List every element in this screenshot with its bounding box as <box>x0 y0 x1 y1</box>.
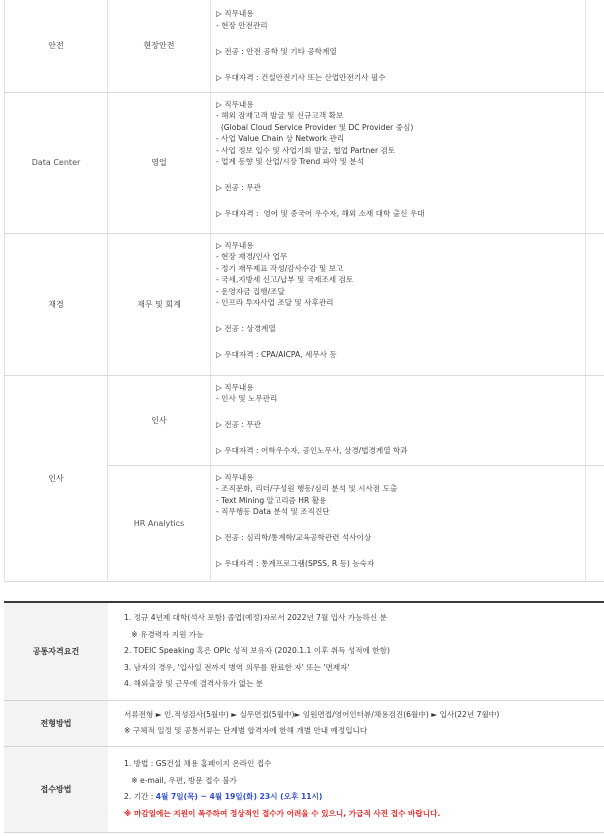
job-description <box>211 465 586 581</box>
major-line: ▷ 전공 : 안전 공학 및 기타 공학계열 <box>216 46 337 56</box>
job-description <box>211 92 586 233</box>
duty-line: ▷ 직무내용 <box>216 99 254 109</box>
period-value: 4월 7일(목) ~ 4월 19일(화) 23시 (오후 11시) <box>155 792 323 801</box>
job-role: 영업 <box>108 92 211 233</box>
duty-line: - 해외 잠재고객 발굴 및 신규고객 확보 <box>216 111 344 120</box>
duty-line: - 운영자금 집행/조달 <box>216 286 285 296</box>
duty-line: ▷ 직무내용 <box>216 240 254 250</box>
application-content <box>108 746 604 832</box>
qualification-line: 2. TOEIC Speaking 혹은 OPIc 성적 보유자 (2020.1.1 이후 취득 성적에 한함) <box>124 646 390 655</box>
qualifications-content <box>108 602 604 700</box>
duty-line: ▷ 직무내용 <box>216 9 254 18</box>
job-category: 재경 <box>5 233 108 375</box>
job-description <box>211 233 586 375</box>
duty-line: - 조직문화, 리더/구성원 행동/심리 분석 및 시사점 도출 <box>216 484 398 493</box>
preferred-line: ▷ 우대자격 : 영어 및 중국어 우수자, 해외 소재 대학 출신 우대 <box>216 209 425 218</box>
duty-line: ▷ 직무내용 <box>216 472 254 482</box>
preferred-line: ▷ 우대자격 : 어학우수자, 공인노무사, 상경/법경계열 학과 <box>216 446 408 455</box>
common-info-table <box>4 601 604 833</box>
job-description <box>211 0 586 92</box>
job-role: HR Analytics <box>108 465 211 581</box>
major-line: ▷ 전공 : 무관 <box>216 420 261 429</box>
duty-line: - 사업 Value Chain 상 Network 관리 <box>216 134 345 143</box>
job-role: 현장안전 <box>108 0 211 92</box>
job-role: 재무 및 회계 <box>108 233 211 375</box>
application-label: 접수방법 <box>4 746 108 832</box>
qualification-line: 4. 해외출장 및 근무에 결격사유가 없는 분 <box>124 679 264 688</box>
duty-line: - Text Mining 알고리즘 HR 활용 <box>216 495 327 505</box>
job-category: Data Center <box>5 92 108 233</box>
major-line: ▷ 전공 : 심리학/통계학/교육공학관련 석사이상 <box>216 533 372 542</box>
application-row <box>4 746 604 832</box>
job-table <box>4 0 604 582</box>
duty-line: - 현장 재경/인사 업무 <box>216 252 288 261</box>
preferred-line: ▷ 우대자격 : CPA/AICPA, 세무사 등 <box>216 350 337 359</box>
duty-line: - 인프라 투자사업 조달 및 사후관리 <box>216 298 334 307</box>
period-prefix: 2. 기간 : <box>124 792 156 801</box>
job-category: 인사 <box>5 375 108 581</box>
job-description <box>211 375 586 465</box>
application-warning: ※ 마감일에는 지원이 폭주하여 정상적인 접수가 어려울 수 있으니, 가급적 사전 접수 바랍니다. <box>124 808 441 818</box>
process-note: ※ 구체적 일정 및 공통서류는 단계별 합격자에 한해 개별 안내 예정입니다 <box>124 726 368 735</box>
preferred-line: ▷ 우대자격 : 건설안전기사 또는 산업안전기사 필수 <box>216 72 386 82</box>
job-row-finance <box>5 233 604 375</box>
duty-line: - 정기 재무제표 작성/감사수감 및 보고 <box>216 263 344 273</box>
duty-line: - 국세,지방세 신고/납부 및 국제조세 검토 <box>216 275 354 284</box>
qualifications-row <box>4 602 604 700</box>
process-label: 전형방법 <box>4 700 108 746</box>
job-category: 안전 <box>5 0 108 92</box>
process-row <box>4 700 604 746</box>
duty-line: - 직무행동 Data 분석 및 조직진단 <box>216 507 330 516</box>
process-content <box>108 700 604 746</box>
duty-line: - 인사 및 노무관리 <box>216 394 278 403</box>
application-period <box>124 789 604 806</box>
major-line: ▷ 전공 : 상경계열 <box>216 324 276 333</box>
qualification-line: ※ 유경력자 지원 가능 <box>124 629 204 639</box>
application-restriction: ※ e-mail, 우편, 방문 접수 불가 <box>124 775 237 785</box>
job-row-safety <box>5 0 604 92</box>
job-row-hr <box>5 375 604 465</box>
duty-line: ▷ 직무내용 <box>216 382 254 392</box>
qualifications-label: 공통자격요건 <box>4 602 108 700</box>
qualification-line: 3. 남자의 경우, '입사일 전까지 병역 의무를 완료한 자' 또는 '면제자' <box>124 662 350 672</box>
job-row-datacenter <box>5 92 604 233</box>
duty-line: (Global Cloud Service Provider 및 DC Provider 중심) <box>216 122 414 132</box>
qualification-line: 1. 정규 4년제 대학(석사 포함) 졸업(예정)자로서 2022년 7월 입사 가능하신 분 <box>124 613 387 622</box>
application-method: 1. 방법 : GS건설 채용 홈페이지 온라인 접수 <box>124 759 272 768</box>
process-line: 서류전형 ► 인.적성검사(5월中) ► 실무면접(5월中)► 임원면접/영어인터뷰/채용검진(6월中) ► 입사(22년 7월中) <box>124 709 500 719</box>
duty-line: - 업계 동향 및 산업/시장 Trend 파악 및 분석 <box>216 157 365 166</box>
major-line: ▷ 전공 : 무관 <box>216 183 261 192</box>
job-role: 인사 <box>108 375 211 465</box>
duty-line: - 사업 정보 입수 및 사업기회 발굴, 협업 Partner 검토 <box>216 145 396 155</box>
duty-line: - 현장 안전관리 <box>216 20 268 30</box>
preferred-line: ▷ 우대자격 : 통계프로그램(SPSS, R 등) 능숙자 <box>216 559 375 568</box>
